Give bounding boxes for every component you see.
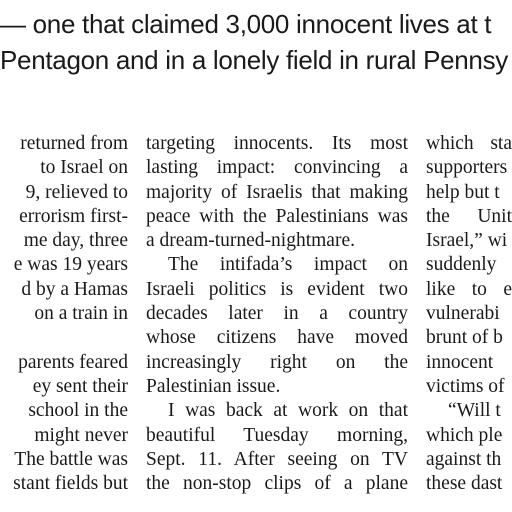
- column-line: the non-stop clips of a plane: [146, 473, 408, 495]
- column-line: returned from: [20, 133, 128, 154]
- text-column-left: [0, 132, 128, 496]
- column-line: parents feared: [18, 351, 128, 373]
- column-line: these dast: [426, 473, 503, 495]
- column-line: increasingly right on the: [146, 351, 408, 373]
- column-line: vulnerabi: [426, 303, 500, 325]
- column-line: 9, relieved to: [25, 181, 128, 203]
- column-line: Palestinian issue.: [146, 375, 281, 397]
- column-line: ey sent their: [32, 375, 128, 397]
- column-line: suddenly: [426, 254, 497, 276]
- column-line: I was back at work on that: [168, 400, 408, 422]
- column-line: me day, three: [23, 230, 128, 252]
- column-line: majority of Israelis that making: [146, 181, 408, 203]
- column-line: “Will t: [448, 400, 501, 422]
- column-line: supporters: [426, 157, 508, 179]
- column-line: the Unit: [426, 205, 512, 227]
- column-line: school in the: [28, 400, 128, 422]
- column-line: against th: [426, 448, 502, 470]
- column-line: innocent: [426, 351, 494, 373]
- column-line: on a train in: [34, 303, 128, 325]
- column-line: might never: [34, 424, 128, 446]
- column-line: which ple: [426, 424, 503, 446]
- column-line: e was 19 years: [13, 254, 128, 276]
- column-line: peace with the Palestinians was: [146, 205, 408, 227]
- column-line: d by a Hamas: [21, 278, 128, 300]
- deck-line: Pentagon and in a lonely field in rural Pennsy: [0, 45, 508, 75]
- column-line: decades later in a country: [146, 303, 408, 325]
- column-line: Israeli politics is evident two: [146, 278, 408, 300]
- article-deck: [0, 0, 512, 78]
- column-line: The intifada’s impact on: [168, 254, 408, 276]
- column-line: Sept. 11. After seeing on TV: [146, 448, 408, 470]
- column-line: Israel,” wi: [426, 230, 508, 252]
- column-line: like to e: [426, 278, 512, 300]
- column-line: which sta: [426, 133, 512, 154]
- column-line: stant fields but: [13, 473, 128, 495]
- deck-line: — one that claimed 3,000 innocent lives at t: [0, 9, 492, 39]
- column-line: lasting impact: convincing a: [146, 157, 408, 179]
- text-column-middle: [146, 132, 408, 496]
- column-line: The battle was: [14, 448, 128, 470]
- column-line: brunt of b: [426, 327, 503, 349]
- column-line: [0, 326, 128, 350]
- column-line: whose citizens have moved: [146, 327, 408, 349]
- column-line: errorism first-: [19, 205, 128, 227]
- column-line: targeting innocents. Its most: [146, 133, 408, 154]
- column-line: to Israel on: [40, 157, 128, 179]
- column-line: a dream-turned-nightmare.: [146, 230, 355, 252]
- column-line: beautiful Tuesday morning,: [146, 424, 408, 446]
- column-line: help but t: [426, 181, 500, 203]
- column-line: victims of: [426, 375, 505, 397]
- text-column-right: [426, 132, 512, 496]
